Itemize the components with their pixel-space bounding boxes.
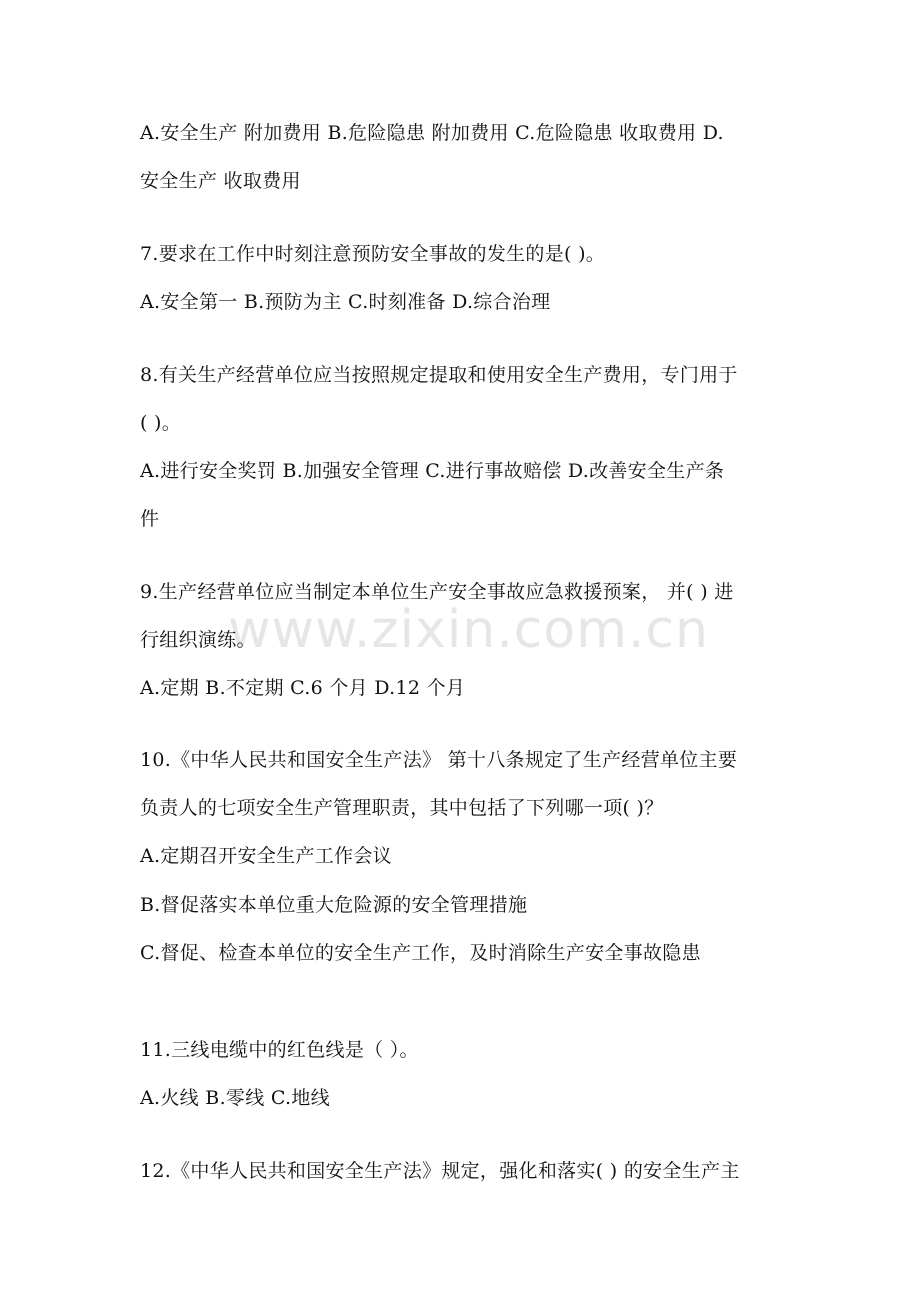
question-10: 10.《中华人民共和国安全生产法》 第十八条规定了生产经营单位主要 [140, 749, 738, 771]
option-c-q10: C.督促、检查本单位的安全生产工作，及时消除生产安全事故隐患 [140, 942, 701, 964]
question-9: 9.生产经营单位应当制定本单位生产安全事故应急救援预案， 并( ) 进 [140, 581, 734, 603]
text-line-option-row-q6: A.安全生产 附加费用 B.危险隐患 附加费用 C.危险隐患 收取费用 D. [140, 122, 724, 144]
question-12: 12.《中华人民共和国安全生产法》规定，强化和落实( ) 的安全生产主 [140, 1160, 740, 1182]
watermark: www.zixin.com.cn [228, 600, 709, 660]
options-q8: A.进行安全奖罚 B.加强安全管理 C.进行事故赔偿 D.改善安全生产条 [140, 460, 725, 482]
option-b-q10: B.督促落实本单位重大危险源的安全管理措施 [140, 894, 528, 916]
options-q11: A.火线 B.零线 C.地线 [140, 1087, 330, 1109]
options-q8-cont: 件 [140, 508, 160, 530]
text-line-option-row-q6-cont: 安全生产 收取费用 [140, 170, 301, 192]
option-a-q10: A.定期召开安全生产工作会议 [140, 845, 392, 867]
question-10-cont: 负责人的七项安全生产管理职责，其中包括了下列哪一项( )？ [140, 797, 664, 819]
options-q9: A.定期 B.不定期 C.6 个月 D.12 个月 [140, 677, 466, 699]
options-q7: A.安全第一 B.预防为主 C.时刻准备 D.综合治理 [140, 291, 551, 313]
question-7: 7.要求在工作中时刻注意预防安全事故的发生的是( )。 [140, 243, 606, 265]
question-9-cont: 行组织演练。 [140, 629, 256, 651]
question-8: 8.有关生产经营单位应当按照规定提取和使用安全生产费用，专门用于 [140, 364, 738, 386]
question-8-cont: ( )。 [140, 412, 182, 434]
question-11: 11.三线电缆中的红色线是（ ）。 [140, 1039, 419, 1061]
